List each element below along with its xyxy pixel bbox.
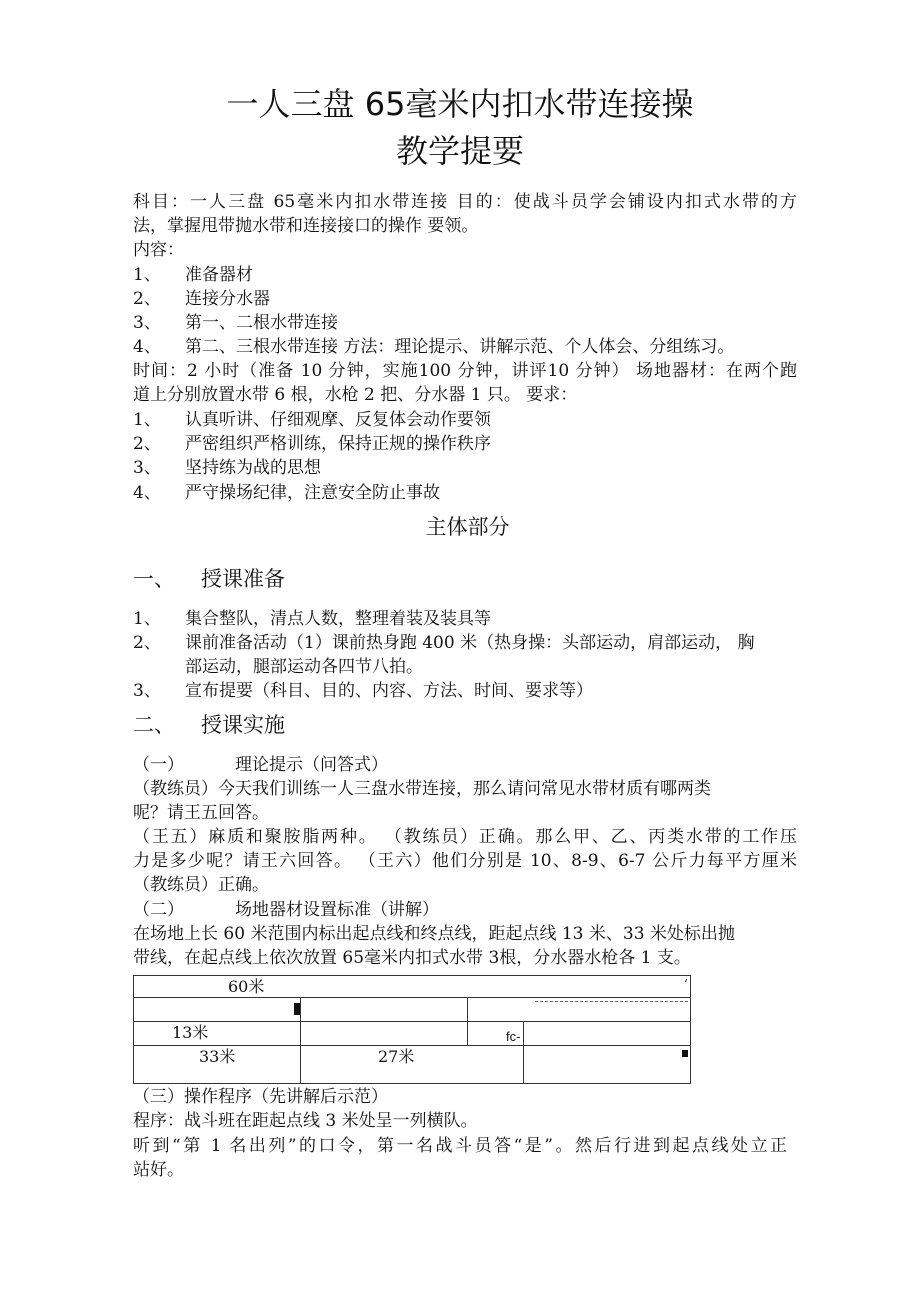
section-heading xyxy=(133,711,285,739)
procedure-line: 程序：战斗班在距起点线 3 米处呈一列横队。 xyxy=(133,1111,478,1131)
section-number: 一、 xyxy=(133,567,175,591)
item-number: 4、 xyxy=(133,483,161,503)
diagram-line xyxy=(467,997,468,1045)
item-number: 1、 xyxy=(133,265,161,285)
diagram-line xyxy=(133,975,691,976)
list-item xyxy=(133,632,754,655)
item-text: 集合整队，清点人数，整理着装及装具等 xyxy=(185,609,491,629)
marker-block xyxy=(682,1050,688,1057)
subsection-heading xyxy=(133,899,439,922)
item-text: 宣布提要（科目、目的、内容、方法、时间、要求等） xyxy=(185,681,593,701)
qa-line: 力是多少呢？请王六回答。 （王六）他们分别是 10、8-9、6-7 公斤力每平方厘米 xyxy=(133,851,797,871)
subsection-heading: （三）操作程序（先讲解后示范） xyxy=(133,1087,388,1107)
item-number: 1、 xyxy=(133,609,161,629)
procedure-line: 听到“第 1 名出列”的口令，第一名战斗员答“是”。然后行进到起点线处立正 xyxy=(133,1136,787,1156)
item-text: 坚持练为战的思想 xyxy=(185,458,321,478)
subsection-title: 理论提示（问答式） xyxy=(235,755,388,775)
diagram-line xyxy=(690,975,691,1084)
qa-line: （教练员）正确。 xyxy=(133,875,269,895)
list-item xyxy=(133,680,593,703)
content-label: 内容： xyxy=(133,240,184,260)
time-line-2: 道上分别放置水带 6 根，水枪 2 把、分水器 1 只。 要求： xyxy=(133,385,578,405)
section-title: 授课实施 xyxy=(201,713,285,737)
item-number: 3、 xyxy=(133,681,161,701)
list-item xyxy=(133,608,491,631)
item-number: 2、 xyxy=(133,633,161,653)
qa-line: （教练员）今天我们训练一人三盘水带连接，那么请问常见水带材质有哪两类 xyxy=(133,779,711,799)
list-item xyxy=(133,336,734,359)
subsection-number: （二） xyxy=(133,900,184,920)
subsection-number: （一） xyxy=(133,755,184,775)
diagram-line xyxy=(133,975,134,1084)
item-text: 严守操场纪律，注意安全防止事故 xyxy=(185,483,440,503)
list-item xyxy=(133,433,491,456)
item-text: 准备器材 xyxy=(185,265,253,285)
list-item xyxy=(133,482,440,505)
time-line-1: 时间：2 小时（准备 10 分钟，实施100 分钟，讲评10 分钟） 场地器材：在两个跑 xyxy=(133,361,797,381)
label-fc: fc- xyxy=(506,1029,521,1044)
section-title: 授课准备 xyxy=(201,567,285,591)
item-text: 连接分水器 xyxy=(185,289,270,309)
item-text: 严密组织严格训练，保持正规的操作秩序 xyxy=(185,434,491,454)
procedure-line: 站好。 xyxy=(133,1160,184,1180)
tick-mark: ‘ xyxy=(684,977,688,991)
item-text: 认真听讲、仔细观摩、反复体会动作要领 xyxy=(185,410,491,430)
item-number: 1、 xyxy=(133,410,161,430)
diagram-line xyxy=(300,997,301,1083)
item-text: 第一、二根水带连接 xyxy=(185,313,338,333)
section-heading xyxy=(133,565,285,593)
label-27m: 27米 xyxy=(378,1047,415,1066)
item-text: 第二、三根水带连接 方法：理论提示、讲解示范、个人体会、分组练习。 xyxy=(185,337,735,357)
item-number: 4、 xyxy=(133,337,161,357)
section-number: 二、 xyxy=(133,713,175,737)
field-line-2: 带线，在起点线上依次放置 65毫米内扣式水带 3根，分水器水枪各 1 支。 xyxy=(133,948,691,968)
subsection-heading xyxy=(133,754,388,777)
diagram-line xyxy=(133,1045,691,1046)
dashed-line xyxy=(535,1001,688,1002)
diagram-line xyxy=(133,1083,691,1084)
diagram-line xyxy=(133,1021,691,1022)
label-13m: 13米 xyxy=(172,1023,209,1042)
subsection-title: 场地器材设置标准（讲解） xyxy=(235,900,439,920)
qa-line: （王五）麻质和聚胺脂两种。 （教练员）正确。那么甲、乙、丙类水带的工作压 xyxy=(133,827,797,847)
list-item xyxy=(133,288,270,311)
item-text-continuation: 部运动，腿部运动各四节八拍。 xyxy=(185,657,423,677)
item-number: 3、 xyxy=(133,458,161,478)
label-60m: 60米 xyxy=(228,977,265,996)
intro-line-1: 科目：一人三盘 65毫米内扣水带连接 目的：使战斗员学会铺设内扣式水带的方 xyxy=(133,192,797,212)
item-number: 2、 xyxy=(133,289,161,309)
list-item xyxy=(133,264,253,287)
item-number: 2、 xyxy=(133,434,161,454)
marker-block xyxy=(294,1003,300,1015)
label-33m: 33米 xyxy=(199,1047,236,1066)
title-line-1: 一人三盘 65毫米内扣水带连接操 xyxy=(226,85,694,123)
diagram-line xyxy=(523,1021,524,1083)
item-number: 3、 xyxy=(133,313,161,333)
diagram-line xyxy=(133,997,691,998)
list-item xyxy=(133,409,491,432)
intro-line-2: 法，掌握甩带抛水带和连接接口的操作 要领。 xyxy=(133,216,479,236)
list-item xyxy=(133,312,338,335)
title-line-2: 教学提要 xyxy=(395,132,524,170)
qa-line: 呢？请王五回答。 xyxy=(133,803,269,823)
main-heading: 主体部分 xyxy=(425,515,510,539)
item-text: 课前准备活动（1）课前热身跑 400 米（热身操：头部运动，肩部运动， 胸 xyxy=(185,633,755,653)
field-line-1: 在场地上长 60 米范围内标出起点线和终点线，距起点线 13 米、33 米处标出抛 xyxy=(133,924,735,944)
list-item xyxy=(133,457,321,480)
